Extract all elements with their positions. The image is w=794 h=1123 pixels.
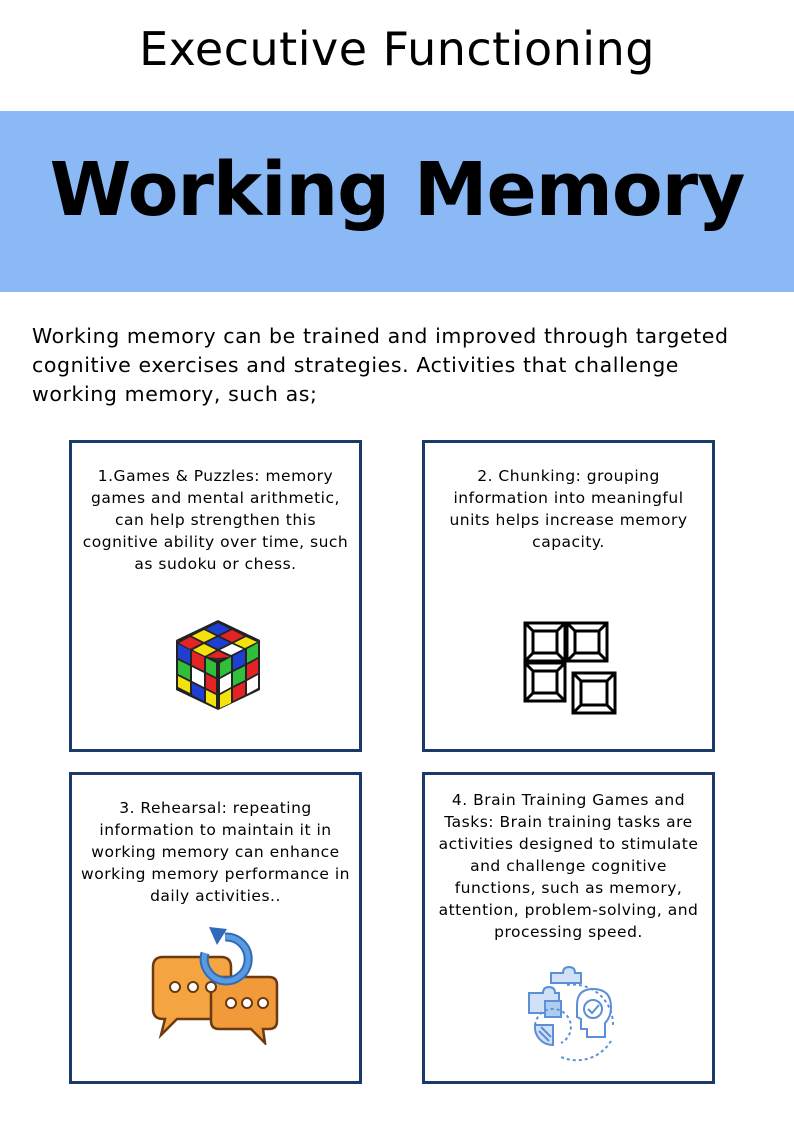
card-text: 2. Chunking: grouping information into meaningful units helps increase memory capacity. xyxy=(449,467,688,551)
card-brain-training xyxy=(422,772,715,1084)
category-title: Executive Functioning xyxy=(139,22,655,76)
intro-paragraph: Working memory can be trained and improved through targeted cognitive exercises and strategies. Activities that challenge working memory, such as; xyxy=(32,324,729,406)
title-banner xyxy=(0,111,794,292)
card-text: 4. Brain Training Games and Tasks: Brain training tasks are activities designed to stimulate and challenge cognitive functions, such as memory, attention, problem-solving, and processing speed. xyxy=(438,791,699,941)
card-rehearsal xyxy=(69,772,362,1084)
card-games-puzzles xyxy=(69,440,362,752)
card-text: 3. Rehearsal: repeating information to maintain it in working memory can enhance working memory performance in daily activities.. xyxy=(81,799,350,905)
repeat-chat-icon xyxy=(147,925,283,1045)
page-title: Working Memory xyxy=(49,147,745,233)
rubiks-cube-icon xyxy=(168,615,268,715)
card-chunking xyxy=(422,440,715,752)
card-text: 1.Games & Puzzles: memory games and mental arithmetic, can help strengthen this cognitive ability over time, such as sudoku or chess. xyxy=(82,467,349,573)
brain-puzzle-icon xyxy=(521,965,621,1065)
chunk-blocks-icon xyxy=(521,619,621,719)
